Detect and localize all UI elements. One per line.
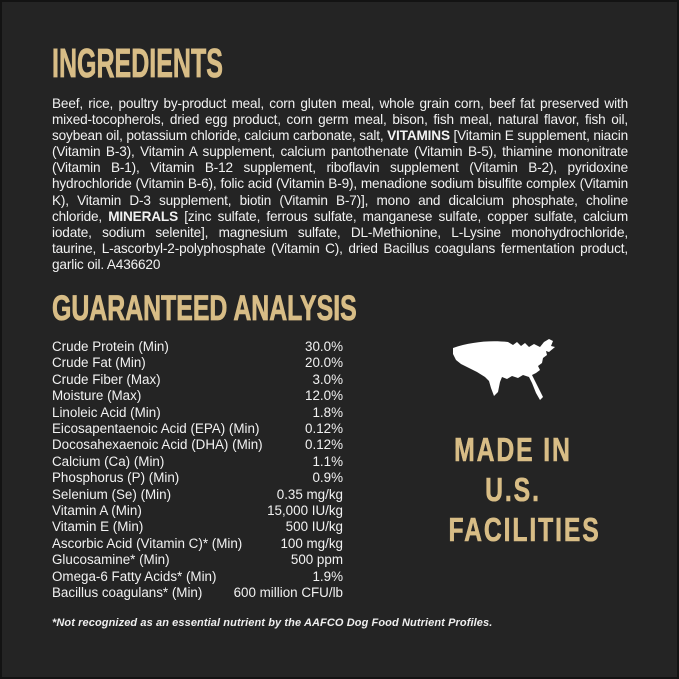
analysis-row: [52, 372, 343, 388]
analysis-nutrient-label: Vitamin E (Min): [52, 519, 144, 535]
aafco-footnote: *Not recognized as an essential nutrient by the AAFCO Dog Food Nutrient Profiles.: [52, 617, 493, 629]
made-in-us-block: [427, 338, 599, 550]
analysis-row: [52, 552, 343, 568]
analysis-row: [52, 519, 343, 535]
ingredient-text-segment: [Vitamin E supplement, niacin (Vitamin B-3), Vitamin A supplement, calcium pantothenate (Vitamin B-5), thiamine mononitrate (Vitamin B-1), Vitamin B-12 supplement, riboflavin supplement (Vitamin B-2), pyridoxine hydrochloride (Vitamin B-6), folic acid (Vitamin B-9), menadione sodium bisulfite complex (Vitamin K), Vitamin D-3 supplement, biotin (Vitamin B-7)], mono and dicalcium phosphate, choline chloride,: [52, 128, 628, 224]
ingredient-group-keyword: VITAMINS: [387, 128, 450, 144]
analysis-nutrient-value: 0.9%: [312, 470, 343, 486]
made-in-line-2: U.S.: [485, 471, 541, 508]
analysis-row: [52, 388, 343, 404]
analysis-nutrient-label: Bacillus coagulans* (Min): [52, 585, 203, 601]
analysis-nutrient-label: Moisture (Max): [52, 388, 142, 404]
analysis-nutrient-value: 12.0%: [305, 388, 343, 404]
analysis-nutrient-label: Ascorbic Acid (Vitamin C)* (Min): [52, 535, 243, 551]
analysis-nutrient-value: 500 ppm: [290, 552, 343, 568]
analysis-nutrient-value: 30.0%: [305, 339, 343, 354]
analysis-row: [52, 503, 343, 519]
analysis-nutrient-value: 1.1%: [312, 453, 343, 469]
analysis-nutrient-label: Crude Fat (Min): [52, 355, 146, 371]
analysis-nutrient-value: 3.0%: [312, 371, 343, 387]
ingredient-group-keyword: MINERALS: [108, 208, 179, 224]
analysis-nutrient-value: 1.8%: [312, 404, 343, 420]
analysis-row: [52, 339, 343, 355]
analysis-nutrient-value: 0.35 mg/kg: [276, 486, 343, 502]
analysis-nutrient-label: Glucosamine* (Min): [52, 552, 170, 568]
analysis-nutrient-label: Linoleic Acid (Min): [52, 404, 161, 420]
made-in-line-1: MADE IN: [454, 431, 572, 468]
analysis-nutrient-label: Eicosapentaenoic Acid (EPA) (Min): [52, 421, 260, 437]
analysis-nutrient-value: 0.12%: [305, 421, 343, 437]
ingredient-text-segment: [zinc sulfate, ferrous sulfate, manganese sulfate, copper sulfate, calcium iodate, sodium selenite], magnesium sulfate, DL-Methionine, L-Lysine monohydrochloride, taurine, L-ascorbyl-2-polyphosphate (Vitamin C), dried Bacillus coagulans fermentation product, garlic oil. A436620: [52, 208, 628, 272]
analysis-row: [52, 454, 343, 470]
analysis-nutrient-value: 20.0%: [305, 355, 343, 371]
analysis-nutrient-value: 0.12%: [305, 437, 343, 453]
usa-map-icon: [450, 338, 576, 412]
analysis-row: [52, 585, 343, 601]
made-in-line-3: FACILITIES: [448, 511, 601, 548]
analysis-nutrient-value: 100 mg/kg: [280, 535, 343, 551]
analysis-nutrient-label: Crude Fiber (Max): [52, 371, 161, 387]
analysis-nutrient-label: Vitamin A (Min): [52, 503, 142, 519]
guaranteed-analysis-heading: GUARANTEED ANALYSIS: [52, 289, 357, 328]
analysis-nutrient-value: 15,000 IU/kg: [267, 503, 343, 519]
analysis-nutrient-label: Crude Protein (Min): [52, 339, 169, 354]
analysis-row: [52, 405, 343, 421]
analysis-row: [52, 470, 343, 486]
analysis-row: [52, 487, 343, 503]
analysis-nutrient-label: Docosahexaenoic Acid (DHA) (Min): [52, 437, 263, 453]
analysis-row: [52, 569, 343, 585]
guaranteed-analysis-table: [52, 339, 343, 602]
analysis-nutrient-label: Phosphorus (P) (Min): [52, 470, 180, 486]
analysis-nutrient-label: Omega-6 Fatty Acids* (Min): [52, 568, 217, 584]
ingredients-paragraph: [52, 96, 628, 273]
analysis-nutrient-value: 600 million CFU/lb: [233, 585, 343, 601]
analysis-row: [52, 536, 343, 552]
analysis-nutrient-label: Calcium (Ca) (Min): [52, 453, 165, 469]
analysis-nutrient-value: 1.9%: [312, 568, 343, 584]
analysis-row: [52, 355, 343, 371]
ingredients-heading: INGREDIENTS: [52, 40, 223, 86]
ingredient-text-segment: Beef, rice, poultry by-product meal, corn gluten meal, whole grain corn, beef fat preserved with mixed-tocopherols, dried egg product, corn germ meal, bison, fish meal, natural flavor, fish oil, soybean oil, potassium chloride, calcium carbonate, salt,: [52, 96, 628, 144]
analysis-row: [52, 421, 343, 437]
analysis-row: [52, 437, 343, 453]
analysis-nutrient-label: Selenium (Se) (Min): [52, 486, 172, 502]
analysis-nutrient-value: 500 IU/kg: [285, 519, 343, 535]
